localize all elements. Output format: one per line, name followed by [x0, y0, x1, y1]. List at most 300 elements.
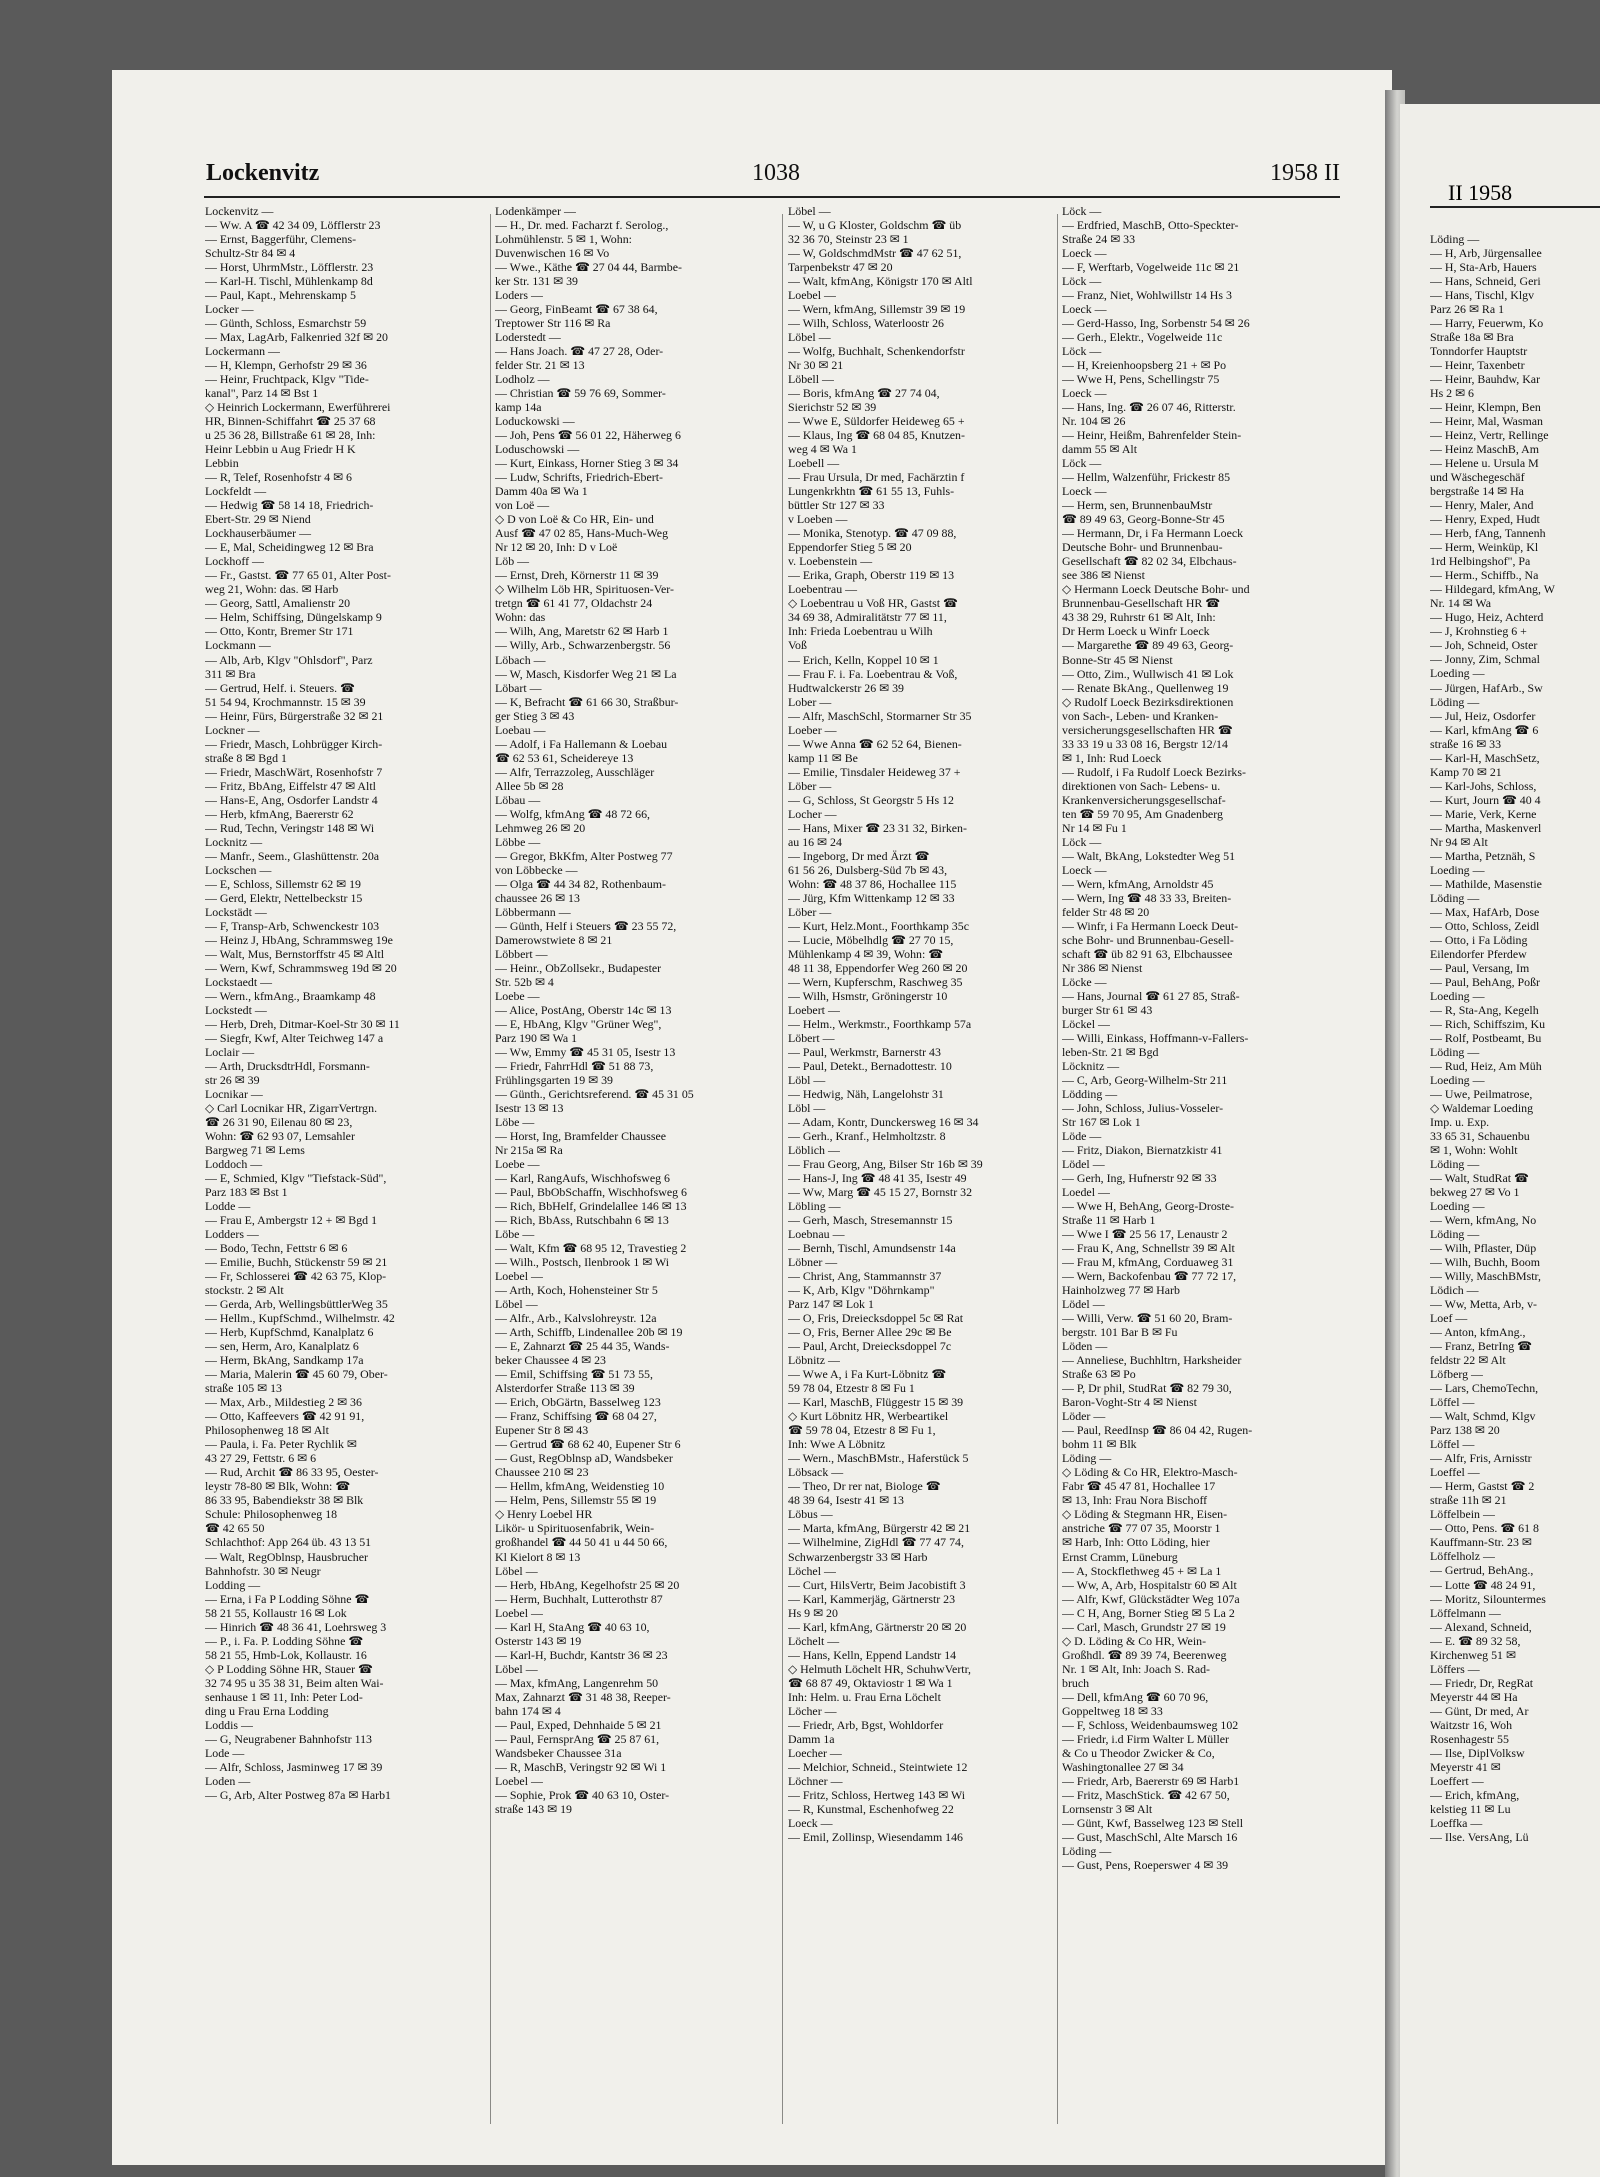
directory-entry-line: — Herm, Weinküp, Kl: [1430, 540, 1539, 555]
directory-entry-line: — Marie, Verk, Kerne: [1430, 806, 1537, 821]
directory-entry-line: Inh: Wwe A Löbnitz: [788, 1437, 886, 1452]
directory-entry-line: Lungenkrkhtn ☎ 61 55 13, Fuhls-: [788, 484, 955, 499]
directory-entry-line: Eupener Str 8 ✉ 43: [495, 1423, 589, 1438]
directory-entry-line: — Alfr, Schloss, Jasminweg 17 ✉ 39: [205, 1759, 383, 1774]
directory-entry-line: — G, Neugrabener Bahnhofstr 113: [205, 1731, 372, 1746]
directory-entry-line: — Rud, Heiz, Am Müh: [1430, 1058, 1542, 1073]
directory-entry-line: ◇ Hermann Loeck Deutsche Bohr- und: [1062, 582, 1250, 597]
directory-entry-line: — John, Schloss, Julius-Vosseler-: [1062, 1101, 1224, 1115]
directory-entry-line: — G, Schloss, St Georgstr 5 Hs 12: [788, 792, 954, 807]
directory-entry-line: Parz 26 ✉ Ra 1: [1430, 302, 1505, 317]
directory-entry-line: — Paul, FernsprAng ☎ 25 87 61,: [495, 1731, 660, 1746]
directory-entry-line: Waitzstr 16, Woh: [1430, 1717, 1513, 1732]
directory-entry-line: — Franz, Niet, Wohlwillstr 14 Hs 3: [1062, 288, 1232, 303]
directory-entry-line: — Alfr, Kwf, Glückstädter Weg 107a: [1062, 1591, 1240, 1606]
directory-entry-line: Loebel —: [495, 1773, 543, 1788]
directory-entry-line: Nr. 14 ✉ Wa: [1430, 596, 1491, 611]
directory-entry-line: Schultz-Str 84 ✉ 4: [205, 246, 296, 261]
directory-entry-line: — Jürgen, HafArb., Sw: [1430, 680, 1543, 695]
directory-entry-line: — Gerda, Arb, WellingsbüttlerWeg 35: [205, 1297, 388, 1312]
directory-entry-line: 48 39 64, Isestr 41 ✉ 13: [788, 1493, 904, 1508]
directory-entry-line: Lödel —: [1062, 1297, 1105, 1312]
directory-entry-line: — Ww, Metta, Arb, v-: [1430, 1297, 1537, 1312]
directory-entry-line: sche Bohr- und Brunnenbau-Gesell-: [1062, 932, 1234, 947]
directory-entry-line: — Heinr, Fürs, Bürgerstraße 32 ✉ 21: [205, 708, 384, 723]
directory-entry-line: Brunnenbau-Gesellschaft HR ☎: [1062, 596, 1221, 611]
directory-entry-line: — Horst, UhrmMstr., Löfflerstr. 23: [205, 260, 374, 275]
directory-entry-line: Löder —: [1062, 1409, 1106, 1424]
directory-entry-line: — Hugo, Heiz, Achterd: [1430, 610, 1544, 625]
directory-entry-line: bekweg 27 ✉ Vo 1: [1430, 1185, 1520, 1200]
directory-entry-line: Löchel —: [788, 1563, 836, 1578]
directory-entry-line: — Erna, i Fa P Lodding Söhne ☎: [205, 1591, 370, 1606]
directory-entry-line: ding u Frau Erna Lodding: [205, 1703, 329, 1718]
directory-entry-line: — Kurt, Helz.Mont., Foorthkamp 35c: [788, 918, 969, 933]
directory-entry-line: Loecher —: [788, 1745, 842, 1760]
directory-entry-line: — Max, Arb., Mildestieg 2 ✉ 36: [205, 1395, 362, 1410]
directory-entry-line: — Hildegard, kfmAng, W: [1430, 582, 1555, 597]
directory-entry-line: Str. 52b ✉ 4: [495, 974, 554, 989]
directory-entry-line: — Alice, PostAng, Oberstr 14c ✉ 13: [495, 1002, 672, 1017]
directory-entry-line: — Herm, sen, BrunnenbauMstr: [1062, 498, 1213, 513]
directory-entry-line: — Erich, kfmAng,: [1430, 1787, 1520, 1802]
directory-entry-line: — Rich, Schiffszim, Ku: [1430, 1016, 1546, 1031]
directory-entry-line: anstriche ☎ 77 07 35, Moorstr 1: [1062, 1521, 1221, 1536]
directory-entry-line: Inh: Helm. u. Frau Erna Löchelt: [788, 1689, 941, 1704]
directory-entry-line: Loeck —: [1062, 862, 1107, 877]
directory-entry-line: Lodders —: [205, 1227, 259, 1242]
directory-entry-line: Treptower Str 116 ✉ Ra: [495, 316, 611, 331]
directory-entry-line: felder Str. 21 ✉ 13: [495, 358, 585, 373]
directory-entry-line: — Sophie, Prok ☎ 40 63 10, Oster-: [495, 1787, 670, 1802]
directory-entry-line: — Wern., MaschBMstr., Haferstück 5: [788, 1451, 969, 1466]
directory-entry-line: — Arth, DrucksdtrHdl, Forsmann-: [205, 1058, 370, 1073]
directory-entry-line: — Olga ☎ 44 34 82, Rothenbaum-: [495, 876, 667, 891]
directory-entry-line: Loderstedt —: [495, 330, 561, 345]
directory-entry-line: felder Str 48 ✉ 20: [1062, 904, 1150, 919]
directory-entry-line: Straße 63 ✉ Po: [1062, 1367, 1136, 1382]
directory-entry-line: — O, Fris, Dreiecksdoppel 5c ✉ Rat: [788, 1311, 964, 1326]
directory-entry-line: — Manfr., Seem., Glashüttenstr. 20a: [205, 848, 380, 863]
directory-entry-line: Loeding —: [1430, 988, 1485, 1003]
directory-entry-line: Bonne-Str 45 ✉ Nienst: [1062, 652, 1173, 667]
directory-entry-line: — Heinz MaschB, Am: [1430, 442, 1539, 457]
directory-entry-line: — Wern, kfmAng, Arnoldstr 45: [1062, 876, 1214, 891]
directory-entry-line: Löck —: [1062, 344, 1102, 359]
directory-entry-line: — Paula, i. Fa. Peter Rychlik ✉: [205, 1437, 357, 1452]
directory-entry-line: — E. ☎ 89 32 58,: [1430, 1633, 1521, 1648]
directory-entry-line: Löcke —: [1062, 974, 1107, 989]
directory-entry-line: bruch: [1062, 1675, 1090, 1690]
directory-entry-line: — Fr., Gastst. ☎ 77 65 01, Alter Post-: [205, 568, 391, 583]
directory-entry-line: ten ☎ 59 70 95, Am Gnadenberg: [1062, 806, 1223, 821]
directory-entry-line: — Günth, Schloss, Esmarchstr 59: [205, 316, 367, 331]
directory-entry-line: — Ww. A ☎ 42 34 09, Löfflerstr 23: [205, 218, 381, 233]
directory-entry-line: Lockner —: [205, 722, 260, 737]
directory-entry-line: straße 8 ✉ Bgd 1: [205, 750, 287, 765]
directory-entry-line: stockstr. 2 ✉ Alt: [205, 1283, 284, 1298]
directory-entry-line: ◇ Henry Loebel HR: [495, 1507, 593, 1522]
directory-entry-line: Loeding —: [1430, 862, 1485, 877]
directory-entry-line: ◇ Rudolf Loeck Bezirksdirektionen: [1062, 694, 1234, 709]
column-divider: [782, 214, 783, 2124]
directory-entry-line: Löfberg —: [1430, 1367, 1483, 1382]
directory-entry-line: — Arth, Schiffb, Lindenallee 20b ✉ 19: [495, 1325, 683, 1340]
directory-entry-line: — Christian ☎ 59 76 69, Sommer-: [495, 386, 666, 401]
directory-entry-line: — Ilse. VersAng, Lü: [1430, 1829, 1529, 1844]
directory-entry-line: — Ernst, Baggerführ, Clemens-: [205, 232, 357, 247]
directory-entry-line: — Karl, MaschB, Flüggestr 15 ✉ 39: [788, 1395, 964, 1410]
directory-entry-line: tretgn ☎ 61 41 77, Oldachstr 24: [495, 596, 653, 611]
directory-entry-line: — Horst, Ing, Bramfelder Chaussee: [495, 1129, 667, 1144]
directory-entry-line: — Ingeborg, Dr med Ärzt ☎: [788, 848, 930, 863]
directory-entry-line: ☎ 89 49 63, Georg-Bonne-Str 45: [1062, 512, 1225, 527]
directory-entry-line: Löbach —: [495, 652, 546, 667]
directory-entry-line: — Emil, Schiffsing ☎ 51 73 55,: [495, 1367, 653, 1382]
directory-entry-line: — Fritz, BbAng, Eiffelstr 47 ✉ Altl: [205, 778, 376, 793]
directory-entry-line: 1rd Helbingshof", Pa: [1430, 554, 1531, 569]
directory-entry-line: — Curt, HilsVertr, Beim Jacobistift 3: [788, 1577, 966, 1592]
directory-column-3: [788, 204, 1071, 2132]
directory-entry-line: Lodding —: [205, 1577, 261, 1592]
directory-entry-line: Nr 215a ✉ Ra: [495, 1143, 563, 1158]
directory-entry-line: Locher —: [788, 806, 837, 821]
directory-entry-line: — Hans, Kelln, Eppend Landstr 14: [788, 1647, 957, 1662]
directory-entry-line: Loebe —: [495, 1157, 540, 1172]
directory-entry-line: Wohn: ☎ 62 93 07, Lemsahler: [205, 1129, 355, 1144]
directory-entry-line: — Herm, Gastst ☎ 2: [1430, 1479, 1535, 1494]
directory-entry-line: Loebel —: [495, 1605, 543, 1620]
directory-entry-line: — Moritz, Silountermes: [1430, 1591, 1546, 1606]
directory-entry-line: Voß: [788, 638, 807, 653]
directory-entry-line: Großhdl. ☎ 89 39 74, Beerenweg: [1062, 1647, 1227, 1662]
directory-entry-line: 32 74 95 u 35 38 31, Beim alten Wai-: [205, 1675, 384, 1690]
directory-entry-line: — Adam, Kontr, Dunckersweg 16 ✉ 34: [788, 1115, 979, 1130]
directory-entry-line: — Renate BkAng., Quellenweg 19: [1062, 680, 1229, 695]
directory-entry-line: — Fritz, MaschStick. ☎ 42 67 50,: [1062, 1787, 1230, 1802]
directory-entry-line: — Otto, Kaffeevers ☎ 42 91 91,: [205, 1409, 365, 1424]
directory-entry-line: — Helm, Schiffsing, Düngelskamp 9: [205, 610, 382, 625]
directory-entry-line: Nr. 1 ✉ Alt, Inh: Joach S. Rad-: [1062, 1661, 1211, 1676]
directory-entry-line: — Frau Georg, Ang, Bilser Str 16b ✉ 39: [788, 1157, 983, 1172]
directory-entry-line: — Heinr, Klempn, Ben: [1430, 400, 1541, 415]
directory-entry-line: Loclair —: [205, 1044, 255, 1059]
directory-entry-line: Ausf ☎ 47 02 85, Hans-Much-Weg: [495, 526, 669, 541]
directory-column-4: [1062, 204, 1340, 2132]
directory-entry-line: bahn 174 ✉ 4: [495, 1703, 561, 1718]
directory-entry-line: Lodenkämper —: [495, 204, 576, 218]
directory-entry-line: — Heinr, Fruchtpack, Klgv "Tide-: [205, 372, 369, 387]
directory-entry-line: — Boris, kfmAng ☎ 27 74 04,: [788, 386, 940, 401]
directory-entry-line: — Friedr, Arb, Bgst, Wohldorfer: [788, 1717, 944, 1732]
directory-entry-line: — sen, Herm, Aro, Kanalplatz 6: [205, 1339, 359, 1354]
directory-entry-line: Baron-Voght-Str 4 ✉ Nienst: [1062, 1395, 1197, 1410]
directory-entry-line: Eilendorfer Pferdew: [1430, 946, 1527, 961]
directory-entry-line: straße 105 ✉ 13: [205, 1381, 282, 1396]
directory-entry-line: Löbbe —: [495, 834, 541, 849]
directory-entry-line: — Walt, Mus, Bernstorffstr 45 ✉ Altl: [205, 946, 384, 961]
directory-entry-line: — Frau M, kfmAng, Corduaweg 31: [1062, 1255, 1234, 1270]
directory-entry-line: — E, Schmied, Klgv "Tiefstack-Süd",: [205, 1171, 387, 1186]
directory-entry-line: Isestr 13 ✉ 13: [495, 1101, 564, 1115]
directory-entry-line: — Rich, BbAss, Rutschbahn 6 ✉ 13: [495, 1213, 669, 1228]
directory-entry-line: — Gerd-Hasso, Ing, Sorbenstr 54 ✉ 26: [1062, 316, 1250, 331]
directory-entry-line: 58 21 55, Kollaustr 16 ✉ Lok: [205, 1605, 347, 1620]
directory-entry-line: — Herm., Schiffb., Na: [1430, 568, 1539, 583]
directory-entry-line: Löbsack —: [788, 1465, 844, 1480]
directory-entry-line: — Monika, Stenotyp. ☎ 47 09 88,: [788, 526, 957, 541]
directory-entry-line: — H., Dr. med. Facharzt f. Serolog.,: [495, 218, 669, 233]
directory-entry-line: — E, Zahnarzt ☎ 25 44 35, Wands-: [495, 1339, 670, 1354]
directory-entry-line: — Gust, RegOblnsp aD, Wandsbeker: [495, 1451, 673, 1466]
directory-entry-line: — Paul, Exped, Dehnhaide 5 ✉ 21: [495, 1717, 662, 1732]
directory-entry-line: Löden —: [1062, 1339, 1108, 1354]
directory-entry-line: — Maria, Malerin ☎ 45 60 79, Ober-: [205, 1367, 388, 1382]
directory-entry-line: Schlachthof: App 264 üb. 43 13 51: [205, 1535, 372, 1550]
directory-entry-line: — W, GoldschmdMstr ☎ 47 62 51,: [788, 246, 962, 261]
directory-entry-line: — E, Schloss, Sillemstr 62 ✉ 19: [205, 876, 361, 891]
directory-entry-line: — Bodo, Techn, Fettstr 6 ✉ 6: [205, 1241, 348, 1256]
directory-entry-line: — Hellm., KupfSchmd., Wilhelmstr. 42: [205, 1311, 395, 1326]
directory-entry-line: Loders —: [495, 288, 543, 303]
directory-entry-line: Nr 14 ✉ Fu 1: [1062, 820, 1127, 835]
directory-entry-line: — Otto, Kontr, Bremer Str 171: [205, 624, 354, 639]
directory-entry-line: Löffelmann —: [1430, 1605, 1501, 1620]
directory-entry-line: Loebel —: [788, 288, 836, 303]
directory-entry-line: Löber —: [788, 904, 832, 919]
directory-entry-line: Löbel —: [788, 204, 831, 218]
directory-entry-line: — F, Transp-Arb, Schwenckestr 103: [205, 918, 380, 933]
directory-entry-line: leystr 78-80 ✉ Blk, Wohn: ☎: [205, 1479, 351, 1494]
directory-entry-line: — Rud, Techn, Veringstr 148 ✉ Wi: [205, 820, 375, 835]
directory-entry-line: Lödich —: [1430, 1283, 1479, 1298]
directory-entry-line: — Karl H, StaAng ☎ 40 63 10,: [495, 1619, 650, 1634]
directory-entry-line: — Karl-H, MaschSetz,: [1430, 750, 1540, 765]
directory-entry-line: — Hinrich ☎ 48 36 41, Loehrsweg 3: [205, 1619, 387, 1634]
directory-entry-line: — Max, HafArb, Dose: [1430, 904, 1540, 919]
directory-entry-line: — Anton, kfmAng.,: [1430, 1325, 1526, 1340]
directory-entry-line: Wohn: das: [495, 610, 546, 625]
directory-entry-line: — J, Krohnstieg 6 +: [1430, 624, 1527, 639]
directory-entry-line: Löbling —: [788, 1199, 841, 1214]
directory-entry-line: 34 69 38, Admiralitätstr 77 ✉ 11,: [788, 610, 947, 625]
directory-entry-line: Eppendorfer Stieg 5 ✉ 20: [788, 540, 912, 555]
directory-entry-line: — Helm., Werkmstr., Foorthkamp 57a: [788, 1016, 972, 1031]
directory-entry-line: 43 27 29, Fettstr. 6 ✉ 6: [205, 1451, 317, 1466]
directory-entry-line: — Heinr, Bauhdw, Kar: [1430, 372, 1541, 387]
directory-entry-line: — Karl, Kammerjäg, Gärtnerstr 23: [788, 1591, 956, 1606]
directory-entry-line: — Gerh, Masch, Stresemannstr 15: [788, 1213, 953, 1228]
directory-entry-line: kelstieg 11 ✉ Lu: [1430, 1801, 1511, 1816]
directory-entry-line: — Jürg, Kfm Wittenkamp 12 ✉ 33: [788, 890, 955, 905]
directory-entry-line: 51 54 94, Krochmannstr. 15 ✉ 39: [205, 694, 366, 709]
directory-entry-line: ✉ 1, Wohn: Wohlt: [1430, 1143, 1518, 1158]
directory-entry-line: Lornsenstr 3 ✉ Alt: [1062, 1801, 1153, 1816]
directory-entry-line: — Wwe E, Süldorfer Heideweg 65 +: [788, 414, 965, 429]
directory-entry-line: bergstraße 14 ✉ Ha: [1430, 484, 1524, 499]
directory-entry-line: 58 21 55, Hmb-Lok, Kollaustr. 16: [205, 1647, 367, 1662]
directory-entry-line: Löbel —: [495, 1297, 538, 1312]
directory-entry-line: — Günth, Helf i Steuers ☎ 23 55 72,: [495, 918, 677, 933]
directory-entry-line: Kauffmann-Str. 23 ✉: [1430, 1535, 1532, 1550]
directory-entry-line: — Wilh, Pflaster, Düp: [1430, 1241, 1537, 1256]
directory-entry-line: Löbell —: [788, 372, 834, 387]
directory-entry-line: kamp 11 ✉ Be: [788, 750, 858, 765]
directory-entry-line: Tonndorfer Hauptstr: [1430, 344, 1528, 359]
directory-entry-line: — Paul, Kapt., Mehrenskamp 5: [205, 288, 356, 303]
directory-entry-line: Loeding —: [1430, 1072, 1485, 1087]
directory-entry-line: — Herb, fAng, Tannenh: [1430, 526, 1546, 541]
directory-entry-line: — Heinr., ObZollsekr., Budapester: [495, 960, 662, 975]
directory-entry-line: — Friedr, MaschWärt, Rosenhofstr 7: [205, 764, 383, 779]
directory-entry-line: Loebert —: [788, 1002, 840, 1017]
directory-entry-line: — Paul, BbObSchaffn, Wischhofsweg 6: [495, 1185, 687, 1200]
directory-entry-line: Heinr Lebbin u Aug Friedr H K: [205, 442, 356, 457]
directory-entry-line: — Alfr., Arb., Kalvslohreystr. 12a: [495, 1311, 657, 1326]
directory-entry-line: bergstr. 101 Bar B ✉ Fu: [1062, 1325, 1178, 1340]
page-number: 1038: [752, 160, 800, 186]
directory-entry-line: Loduckowski —: [495, 414, 575, 429]
directory-entry-line: — Wilh, Hsmstr, Gröningerstr 10: [788, 988, 948, 1003]
directory-entry-line: Loebnau —: [788, 1227, 845, 1242]
directory-entry-line: — Walt, RegOblnsp, Hausbrucher: [205, 1549, 368, 1564]
directory-entry-line: Loeck —: [1062, 484, 1107, 499]
directory-entry-line: ✉ Harb, Inh: Otto Löding, hier: [1062, 1535, 1210, 1550]
directory-entry-line: — Paul, Archt, Dreiecksdoppel 7c: [788, 1339, 952, 1354]
directory-entry-line: Lödding —: [1062, 1086, 1118, 1101]
directory-entry-line: — Margarethe ☎ 89 49 63, Georg-: [1062, 638, 1234, 653]
directory-entry-line: Löding —: [1430, 694, 1480, 709]
directory-entry-line: Löding —: [1430, 1157, 1480, 1172]
directory-entry-line: — R, Sta-Ang, Kegelh: [1430, 1002, 1539, 1017]
directory-entry-line: — Herb, HbAng, Kegelhofstr 25 ✉ 20: [495, 1577, 680, 1592]
directory-entry-line: Nr 94 ✉ Alt: [1430, 834, 1488, 849]
directory-entry-line: weg 21, Wohn: das. ✉ Harb: [205, 582, 339, 597]
directory-entry-line: — Otto, Pens. ☎ 61 8: [1430, 1521, 1539, 1536]
directory-entry-line: — Adolf, i Fa Hallemann & Loebau: [495, 736, 668, 751]
directory-entry-line: Lohmühlenstr. 5 ✉ 1, Wohn:: [495, 232, 632, 247]
directory-entry-line: — Martha, Petznäh, S: [1430, 848, 1536, 863]
directory-entry-line: Allee 5b ✉ 28: [495, 778, 564, 793]
directory-entry-line: Max, Zahnarzt ☎ 31 48 38, Reeper-: [495, 1689, 671, 1704]
directory-entry-line: — Joh, Schneid, Oster: [1430, 638, 1538, 653]
directory-entry-line: — Alfr, Fris, Arnisstr: [1430, 1451, 1532, 1466]
directory-entry-line: Duvenwischen 16 ✉ Vo: [495, 246, 610, 261]
directory-column-1: [205, 204, 488, 2132]
directory-entry-line: Löchner —: [788, 1773, 843, 1788]
directory-entry-line: — Gust, Pens, Roeperswег 4 ✉ 39: [1062, 1857, 1229, 1872]
directory-entry-line: 33 65 31, Schauenbu: [1430, 1129, 1530, 1143]
directory-entry-line: Goppeltweg 18 ✉ 33: [1062, 1703, 1163, 1718]
directory-entry-line: — Dell, kfmAng ☎ 60 70 96,: [1062, 1689, 1209, 1704]
directory-entry-line: Philosophenweg 18 ✉ Alt: [205, 1423, 329, 1438]
directory-entry-line: — Günt, Dr med, Ar: [1430, 1703, 1529, 1718]
directory-entry-line: Damm 1a: [788, 1731, 835, 1746]
directory-entry-line: — W, u G Kloster, Goldschm ☎ üb: [788, 218, 962, 233]
directory-entry-line: Löding —: [1430, 890, 1480, 905]
directory-entry-line: — Rudolf, i Fa Rudolf Loeck Bezirks-: [1062, 764, 1246, 779]
directory-entry-line: ◇ D von Loë & Co HR, Ein- und: [495, 512, 654, 527]
directory-entry-line: 86 33 95, Babendiekstr 38 ✉ Blk: [205, 1493, 364, 1508]
directory-entry-line: — Fritz, Schloss, Hertweg 143 ✉ Wi: [788, 1787, 966, 1802]
directory-entry-line: Kl Kielort 8 ✉ 13: [495, 1549, 581, 1564]
directory-entry-line: Löckel —: [1062, 1016, 1110, 1031]
directory-entry-line: Lockhoff —: [205, 554, 264, 569]
directory-entry-line: — Frau K, Ang, Schnellstr 39 ✉ Alt: [1062, 1241, 1235, 1256]
directory-entry-line: see 386 ✉ Nienst: [1062, 568, 1145, 583]
directory-entry-line: — Heinr, Mal, Wasman: [1430, 414, 1543, 429]
directory-entry-line: Löbl —: [788, 1101, 826, 1115]
directory-entry-line: — Wolfg, kfmAng ☎ 48 72 66,: [495, 806, 650, 821]
directory-entry-line: Hs 9 ✉ 20: [788, 1605, 838, 1620]
directory-entry-line: Löchelt —: [788, 1633, 840, 1648]
directory-entry-line: ◇ P Lodding Söhne HR, Stauer ☎: [205, 1661, 373, 1676]
directory-entry-line: — K, Befracht ☎ 61 66 30, Straßbur-: [495, 694, 679, 709]
directory-entry-line: — Lars, ChemoTechn,: [1430, 1381, 1539, 1396]
directory-entry-line: chaussee 26 ✉ 13: [495, 890, 580, 905]
directory-entry-line: Parz 190 ✉ Wa 1: [495, 1030, 578, 1045]
directory-entry-line: Nr 30 ✉ 21: [788, 358, 844, 373]
directory-entry-line: Löck —: [1062, 204, 1102, 218]
directory-entry-line: — Carl, Masch, Grundstr 27 ✉ 19: [1062, 1619, 1226, 1634]
directory-entry-line: — Friedr, FahrrHdl ☎ 51 88 73,: [495, 1058, 654, 1073]
directory-entry-line: — Friedr, i.d Firm Walter L Müller: [1062, 1731, 1229, 1746]
directory-entry-line: — Arth, Koch, Hohensteiner Str 5: [495, 1283, 658, 1298]
directory-entry-line: Inh: Frieda Loebentrau u Wilh: [788, 624, 933, 639]
directory-entry-line: Straße 11 ✉ Harb 1: [1062, 1213, 1156, 1228]
directory-entry-line: Meyerstr 41 ✉: [1430, 1759, 1501, 1774]
directory-entry-line: — Hans, Tischl, Klgv: [1430, 288, 1535, 303]
directory-entry-line: Löbner —: [788, 1255, 838, 1270]
directory-entry-line: Straße 24 ✉ 33: [1062, 232, 1136, 247]
directory-entry-line: — Ludw, Schrifts, Friedrich-Ebert-: [495, 470, 663, 485]
directory-entry-line: ger Stieg 3 ✉ 43: [495, 708, 575, 723]
directory-entry-line: Deutsche Bohr- und Brunnenbau-: [1062, 540, 1223, 555]
directory-entry-line: Löffelbein —: [1430, 1507, 1495, 1522]
directory-entry-line: Löck —: [1062, 834, 1102, 849]
directory-entry-line: — Wilh., Postsch, Ilenbrook 1 ✉ Wi: [495, 1255, 670, 1270]
directory-entry-line: — Hellm, Walzenführ, Frickestr 85: [1062, 470, 1231, 485]
directory-entry-line: — Anneliese, Buchhltrn, Harksheider: [1062, 1353, 1242, 1368]
directory-entry-line: — H, Klempn, Gerhofstr 29 ✉ 36: [205, 358, 367, 373]
directory-entry-line: ◇ Waldemar Loeding: [1430, 1100, 1534, 1115]
directory-entry-line: — Friedr, Masch, Lohbrügger Kirch-: [205, 736, 383, 751]
directory-entry-line: und Wäschegeschäf: [1430, 470, 1525, 485]
directory-entry-line: — P., i. Fa. P. Lodding Söhne ☎: [205, 1633, 364, 1648]
directory-entry-line: — Alb, Arb, Klgv "Ohlsdorf", Parz: [205, 652, 373, 667]
directory-entry-line: — Helm, Pens, Sillemstr 55 ✉ 19: [495, 1493, 657, 1508]
directory-entry-line: — Gerh, Ing, Hufnerstr 92 ✉ 33: [1062, 1171, 1217, 1186]
directory-entry-line: Damm 40a ✉ Wa 1: [495, 484, 588, 499]
directory-entry-line: Schule: Philosophenweg 18: [205, 1507, 338, 1522]
directory-entry-line: — Georg, Sattl, Amalienstr 20: [205, 596, 351, 611]
directory-entry-line: Loeffka —: [1430, 1815, 1483, 1830]
directory-entry-line: — Klaus, Ing ☎ 68 04 85, Knutzen-: [788, 428, 965, 443]
directory-entry-line: ☎ 59 78 04, Etzestr 8 ✉ Fu 1,: [788, 1423, 936, 1438]
directory-entry-line: Parz 147 ✉ Lok 1: [788, 1297, 874, 1312]
directory-entry-line: — Wwe H, BehAng, Georg-Droste-: [1062, 1199, 1234, 1214]
directory-entry-line: — Rolf, Postbeamt, Bu: [1430, 1030, 1542, 1045]
directory-entry-line: senhause 1 ✉ 11, Inh: Peter Lod-: [205, 1689, 363, 1704]
directory-entry-line: — Herb, KupfSchmd, Kanalplatz 6: [205, 1325, 374, 1340]
directory-entry-line: — Walt, Schmd, Klgv: [1430, 1409, 1536, 1424]
directory-entry-line: — Karl, RangAufs, Wischhofsweg 6: [495, 1171, 670, 1186]
directory-entry-line: — Wilhelmine, ZigHdl ☎ 77 47 74,: [788, 1535, 964, 1550]
directory-entry-line: — Otto, i Fa Löding: [1430, 932, 1528, 947]
directory-entry-line: Loeber —: [788, 722, 837, 737]
directory-entry-line: Kirchenweg 51 ✉: [1430, 1647, 1516, 1662]
directory-entry-line: Damerowstwiete 8 ✉ 21: [495, 932, 613, 947]
